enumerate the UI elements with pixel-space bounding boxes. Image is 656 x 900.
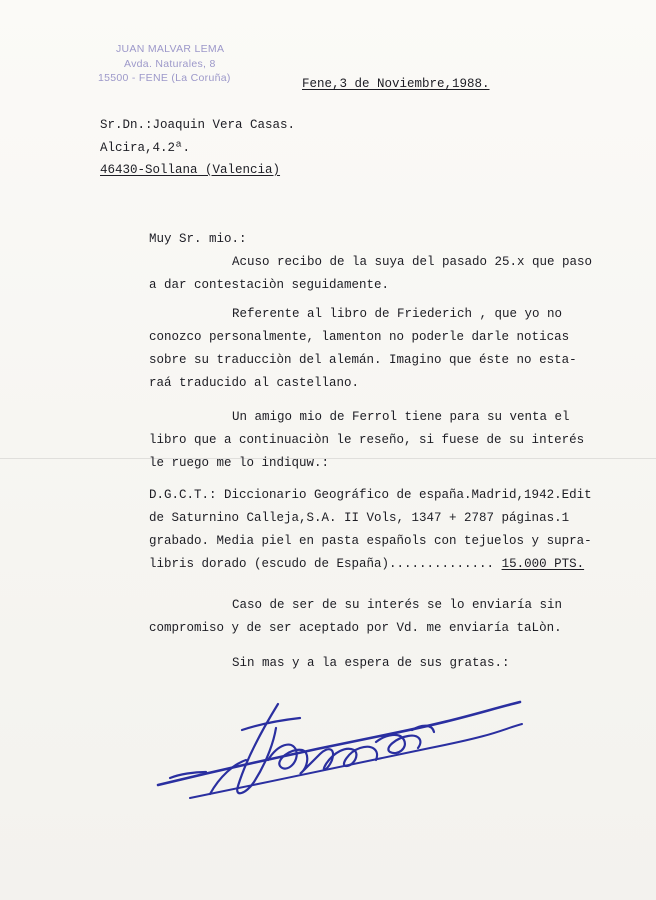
body-line: sobre su traducciòn del alemán. Imagino que éste no esta- [149, 353, 577, 367]
body-line: raá traducido al castellano. [149, 376, 360, 390]
letterhead-city: 15500 - FENE (La Coruña) [98, 72, 231, 84]
body-line: Caso de ser de su interés se lo enviaría sin [232, 598, 563, 612]
recipient-name: Sr.Dn.:Joaquin Vera Casas. [100, 118, 296, 132]
body-line: Acuso recibo de la suya del pasado 25.x que paso [232, 255, 593, 269]
body-line: libro que a continuaciòn le reseño, si fuese de su interés [149, 433, 585, 447]
body-line: Un amigo mio de Ferrol tiene para su venta el [232, 410, 570, 424]
body-line: le ruego me lo indiquw.: [149, 456, 330, 470]
book-entry-line: D.G.C.T.: Diccionario Geográfico de españa.Madrid,1942.Edit [149, 488, 592, 502]
letterhead-name: JUAN MALVAR LEMA [116, 43, 225, 55]
body-line: conozco personalmente, lamenton no poderle darle noticas [149, 330, 570, 344]
book-entry-line: grabado. Media piel en pasta españols con tejuelos y supra- [149, 534, 592, 548]
letterhead-stamp [98, 42, 268, 86]
handwritten-signature [150, 690, 530, 810]
body-line: compromiso y de ser aceptado por Vd. me enviaría taLòn. [149, 621, 562, 635]
closing-line: Sin mas y a la espera de sus gratas.: [232, 656, 510, 670]
date-line: Fene,3 de Noviembre,1988. [302, 77, 490, 91]
price: 15.000 PTS. [501, 557, 585, 571]
body-line: Referente al libro de Friederich , que yo no [232, 307, 563, 321]
recipient-city: 46430-Sollana (Valencia) [100, 163, 281, 177]
letterhead-street: Avda. Naturales, 8 [124, 57, 216, 70]
book-entry-line: de Saturnino Calleja,S.A. II Vols, 1347 + 2787 páginas.1 [149, 511, 570, 525]
recipient-street: Alcira,4.2ª. [100, 141, 191, 155]
salutation: Muy Sr. mio.: [149, 232, 247, 246]
body-line: a dar contestaciòn seguidamente. [149, 278, 390, 292]
book-entry-text: libris dorado (escudo de España).............. [149, 557, 495, 571]
book-entry-line [149, 557, 584, 572]
